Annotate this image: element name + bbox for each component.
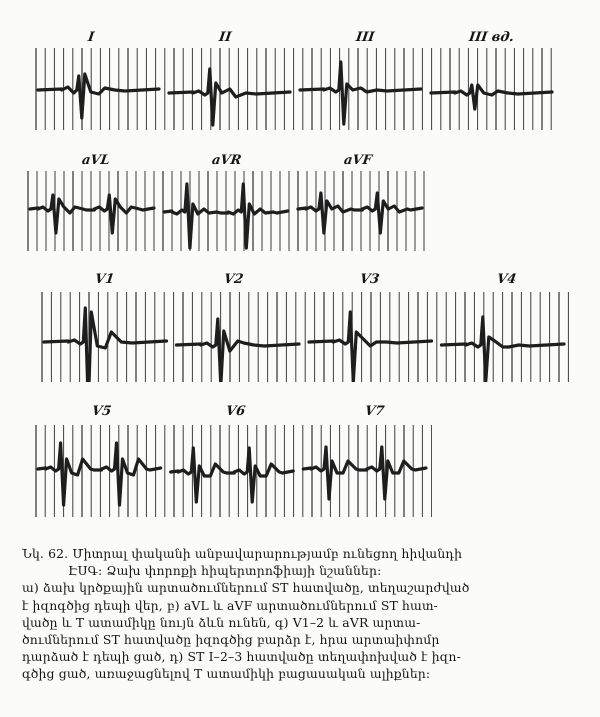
lead-label-V4: V4 <box>495 272 518 287</box>
figure-caption <box>22 545 582 683</box>
ecg-trace-row-1 <box>34 48 558 130</box>
ecg-trace-I <box>38 74 159 118</box>
lead-label-V3: V3 <box>358 272 381 287</box>
caption-line-5: վածը և T ատամիկը նույն ձևն ունեն, գ) V1–2 և aVR արտա- <box>22 614 421 630</box>
ecg-trace-row-3 <box>40 292 570 382</box>
ecg-strip-row-1 <box>34 48 558 130</box>
ecg-trace-row-2 <box>26 171 428 251</box>
ecg-trace-V3 <box>309 312 432 382</box>
ecg-strip-row-2 <box>26 171 428 251</box>
ecg-strip-row-4 <box>34 425 432 517</box>
caption-line-4: է իզոգծից դեպի վեր, բ) aVL և aVF արտածումներում ST հատ- <box>22 597 438 613</box>
ecg-trace-aVF <box>298 193 422 233</box>
caption-line-6: ծումներում ST հատվածը իզոգծից բարձր է, հրա արտաիփոմր <box>22 632 440 648</box>
lead-label-aVF: aVF <box>342 153 373 168</box>
lead-label-aVR: aVR <box>210 153 243 168</box>
lead-label-III: III <box>354 30 376 45</box>
lead-label-V7: V7 <box>363 404 386 419</box>
lead-label-V2: V2 <box>222 272 245 287</box>
ecg-trace-III <box>300 62 421 124</box>
caption-line-7: դարձած է դեպի ցած, դ) ST I–2–3 հատվածը տեղափոխված է իզո- <box>22 649 461 665</box>
caption-line-1: Նկ. 62. Միտրալ փականի անբավարարությամբ ունեցող հիվանդի <box>22 546 463 561</box>
caption-line-2: ԷՍԳ: Ձախ փորոքի հիպերտրոֆիայի նշաններ: <box>68 563 382 579</box>
ecg-trace-aVL <box>30 195 154 233</box>
caption-line-3: ա) ձախ կրծքային արտածումներում ST հատվածը, տեղաշարժված <box>22 580 470 596</box>
ecg-trace-V5 <box>38 443 161 505</box>
lead-label-V1: V1 <box>93 272 116 287</box>
ecg-trace-row-4 <box>34 425 432 517</box>
ecg-trace-V7 <box>303 447 426 499</box>
lead-label-aVL: aVL <box>80 153 111 168</box>
ecg-strip-row-3 <box>40 292 570 382</box>
lead-label-I: I <box>86 30 96 45</box>
ecg-trace-V1 <box>44 308 167 382</box>
ecg-trace-V2 <box>177 319 300 382</box>
caption-line-8: գծից ցած, առաջացնելով T ատամիկի բացասական ալիքներ: <box>22 666 431 682</box>
ecg-trace-III-inspiration <box>431 85 552 109</box>
lead-label-III-inspiration: III вд. <box>467 30 515 45</box>
lead-label-V6: V6 <box>224 404 247 419</box>
lead-label-V5: V5 <box>90 404 113 419</box>
lead-label-II: II <box>217 30 233 45</box>
